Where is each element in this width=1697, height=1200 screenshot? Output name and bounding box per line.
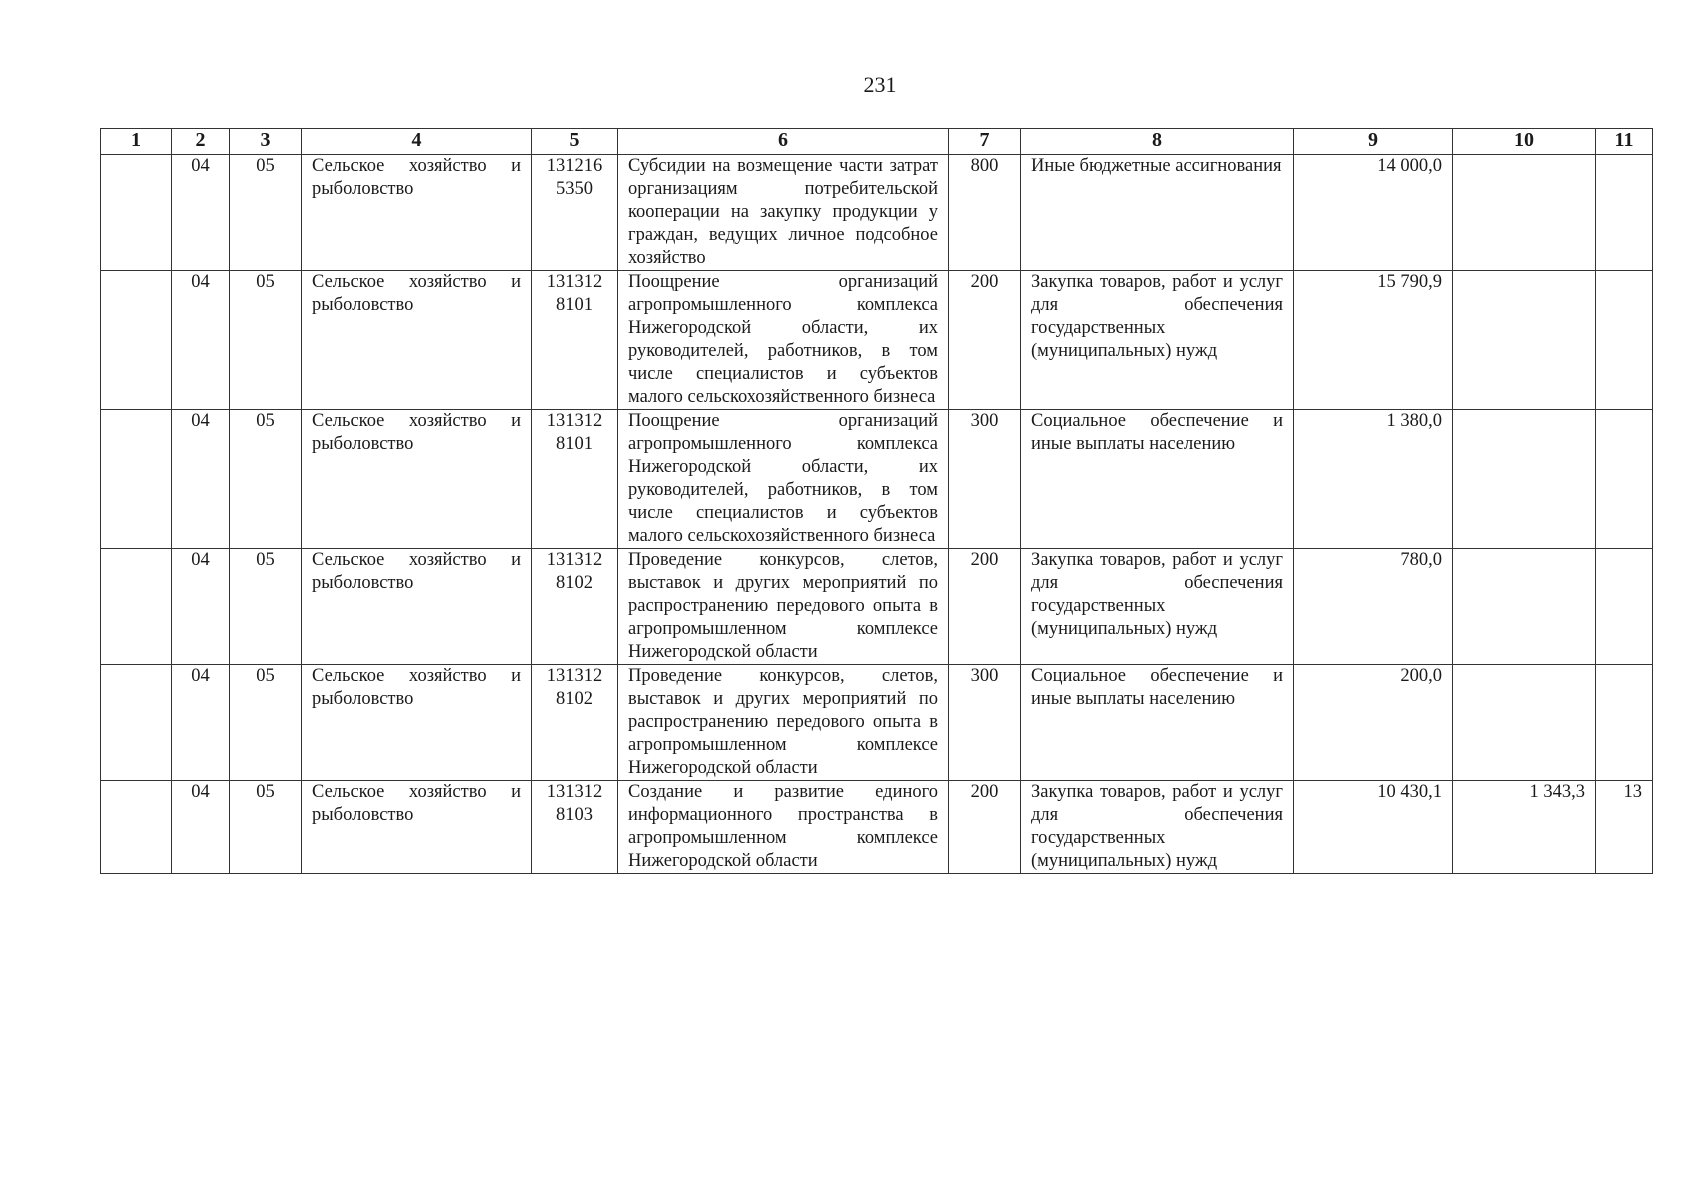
cell-section: 04 [172, 781, 230, 874]
cell-col10 [1453, 271, 1596, 410]
cell-subsection: 05 [230, 271, 302, 410]
column-header: 2 [172, 129, 230, 155]
cell-expense-type: 200 [949, 271, 1021, 410]
cell-subsection: 05 [230, 155, 302, 271]
cell-subsection: 05 [230, 665, 302, 781]
cell-col10: 1 343,3 [1453, 781, 1596, 874]
cell-col1 [101, 155, 172, 271]
cell-expense-name: Закупка товаров, работ и услуг для обеспечения государственных (муниципальных) нужд [1021, 549, 1294, 665]
cell-col11 [1596, 549, 1653, 665]
cell-col1 [101, 271, 172, 410]
cell-col1 [101, 410, 172, 549]
cell-section-name: Сельское хозяйство и рыболовство [302, 665, 532, 781]
cell-section: 04 [172, 271, 230, 410]
cell-expense-type: 800 [949, 155, 1021, 271]
cell-amount: 1 380,0 [1294, 410, 1453, 549]
cell-section-name: Сельское хозяйство и рыболовство [302, 781, 532, 874]
header-row [101, 129, 1653, 155]
column-header: 5 [532, 129, 618, 155]
cell-section: 04 [172, 665, 230, 781]
cell-expense-type: 300 [949, 665, 1021, 781]
column-header: 8 [1021, 129, 1294, 155]
cell-col1 [101, 781, 172, 874]
cell-section: 04 [172, 155, 230, 271]
page-number: 231 [863, 72, 897, 97]
cell-subsection: 05 [230, 549, 302, 665]
table-row [101, 665, 1653, 781]
cell-section-name: Сельское хозяйство и рыболовство [302, 155, 532, 271]
cell-amount: 15 790,9 [1294, 271, 1453, 410]
cell-col11: 13 [1596, 781, 1653, 874]
cell-description: Проведение конкурсов, слетов, выставок и других мероприятий по распространению передового опыта в агропромышленном комплексе Нижегородской области [618, 549, 949, 665]
column-header: 7 [949, 129, 1021, 155]
cell-amount: 14 000,0 [1294, 155, 1453, 271]
cell-amount: 780,0 [1294, 549, 1453, 665]
cell-col1 [101, 549, 172, 665]
cell-amount: 200,0 [1294, 665, 1453, 781]
column-header: 4 [302, 129, 532, 155]
cell-col10 [1453, 549, 1596, 665]
cell-expense-name: Закупка товаров, работ и услуг для обеспечения государственных (муниципальных) нужд [1021, 781, 1294, 874]
cell-expense-name: Иные бюджетные ассигнования [1021, 155, 1294, 271]
column-header: 11 [1596, 129, 1653, 155]
column-header: 9 [1294, 129, 1453, 155]
cell-expense-type: 200 [949, 549, 1021, 665]
cell-subsection: 05 [230, 781, 302, 874]
column-header: 10 [1453, 129, 1596, 155]
cell-target-code: 131312 8102 [532, 665, 618, 781]
cell-col11 [1596, 410, 1653, 549]
table-row [101, 155, 1653, 271]
cell-col10 [1453, 410, 1596, 549]
table-row [101, 549, 1653, 665]
cell-section-name: Сельское хозяйство и рыболовство [302, 410, 532, 549]
table-row [101, 410, 1653, 549]
cell-col11 [1596, 665, 1653, 781]
cell-expense-type: 200 [949, 781, 1021, 874]
cell-expense-name: Социальное обеспечение и иные выплаты населению [1021, 665, 1294, 781]
cell-section: 04 [172, 410, 230, 549]
cell-section: 04 [172, 549, 230, 665]
cell-subsection: 05 [230, 410, 302, 549]
cell-expense-name: Социальное обеспечение и иные выплаты населению [1021, 410, 1294, 549]
cell-description: Поощрение организаций агропромышленного комплекса Нижегородской области, их руководителей, работников, в том числе специалистов и субъектов малого сельскохозяйственного бизнеса [618, 271, 949, 410]
cell-target-code: 131312 8101 [532, 410, 618, 549]
cell-col10 [1453, 155, 1596, 271]
cell-description: Субсидии на возмещение части затрат организациям потребительской кооперации на закупку продукции у граждан, ведущих личное подсобное хозяйство [618, 155, 949, 271]
budget-table [100, 128, 1653, 874]
cell-col11 [1596, 155, 1653, 271]
table-row [101, 271, 1653, 410]
cell-description: Проведение конкурсов, слетов, выставок и других мероприятий по распространению передового опыта в агропромышленном комплексе Нижегородской области [618, 665, 949, 781]
cell-section-name: Сельское хозяйство и рыболовство [302, 271, 532, 410]
cell-expense-type: 300 [949, 410, 1021, 549]
column-header: 1 [101, 129, 172, 155]
cell-col11 [1596, 271, 1653, 410]
column-header: 6 [618, 129, 949, 155]
cell-target-code: 131312 8101 [532, 271, 618, 410]
cell-col1 [101, 665, 172, 781]
cell-section-name: Сельское хозяйство и рыболовство [302, 549, 532, 665]
cell-col10 [1453, 665, 1596, 781]
table-row [101, 781, 1653, 874]
cell-target-code: 131312 8103 [532, 781, 618, 874]
cell-description: Создание и развитие единого информационного пространства в агропромышленном комплексе Нижегородской области [618, 781, 949, 874]
cell-target-code: 131216 5350 [532, 155, 618, 271]
cell-target-code: 131312 8102 [532, 549, 618, 665]
column-header: 3 [230, 129, 302, 155]
cell-expense-name: Закупка товаров, работ и услуг для обеспечения государственных (муниципальных) нужд [1021, 271, 1294, 410]
cell-amount: 10 430,1 [1294, 781, 1453, 874]
cell-description: Поощрение организаций агропромышленного комплекса Нижегородской области, их руководителей, работников, в том числе специалистов и субъектов малого сельскохозяйственного бизнеса [618, 410, 949, 549]
